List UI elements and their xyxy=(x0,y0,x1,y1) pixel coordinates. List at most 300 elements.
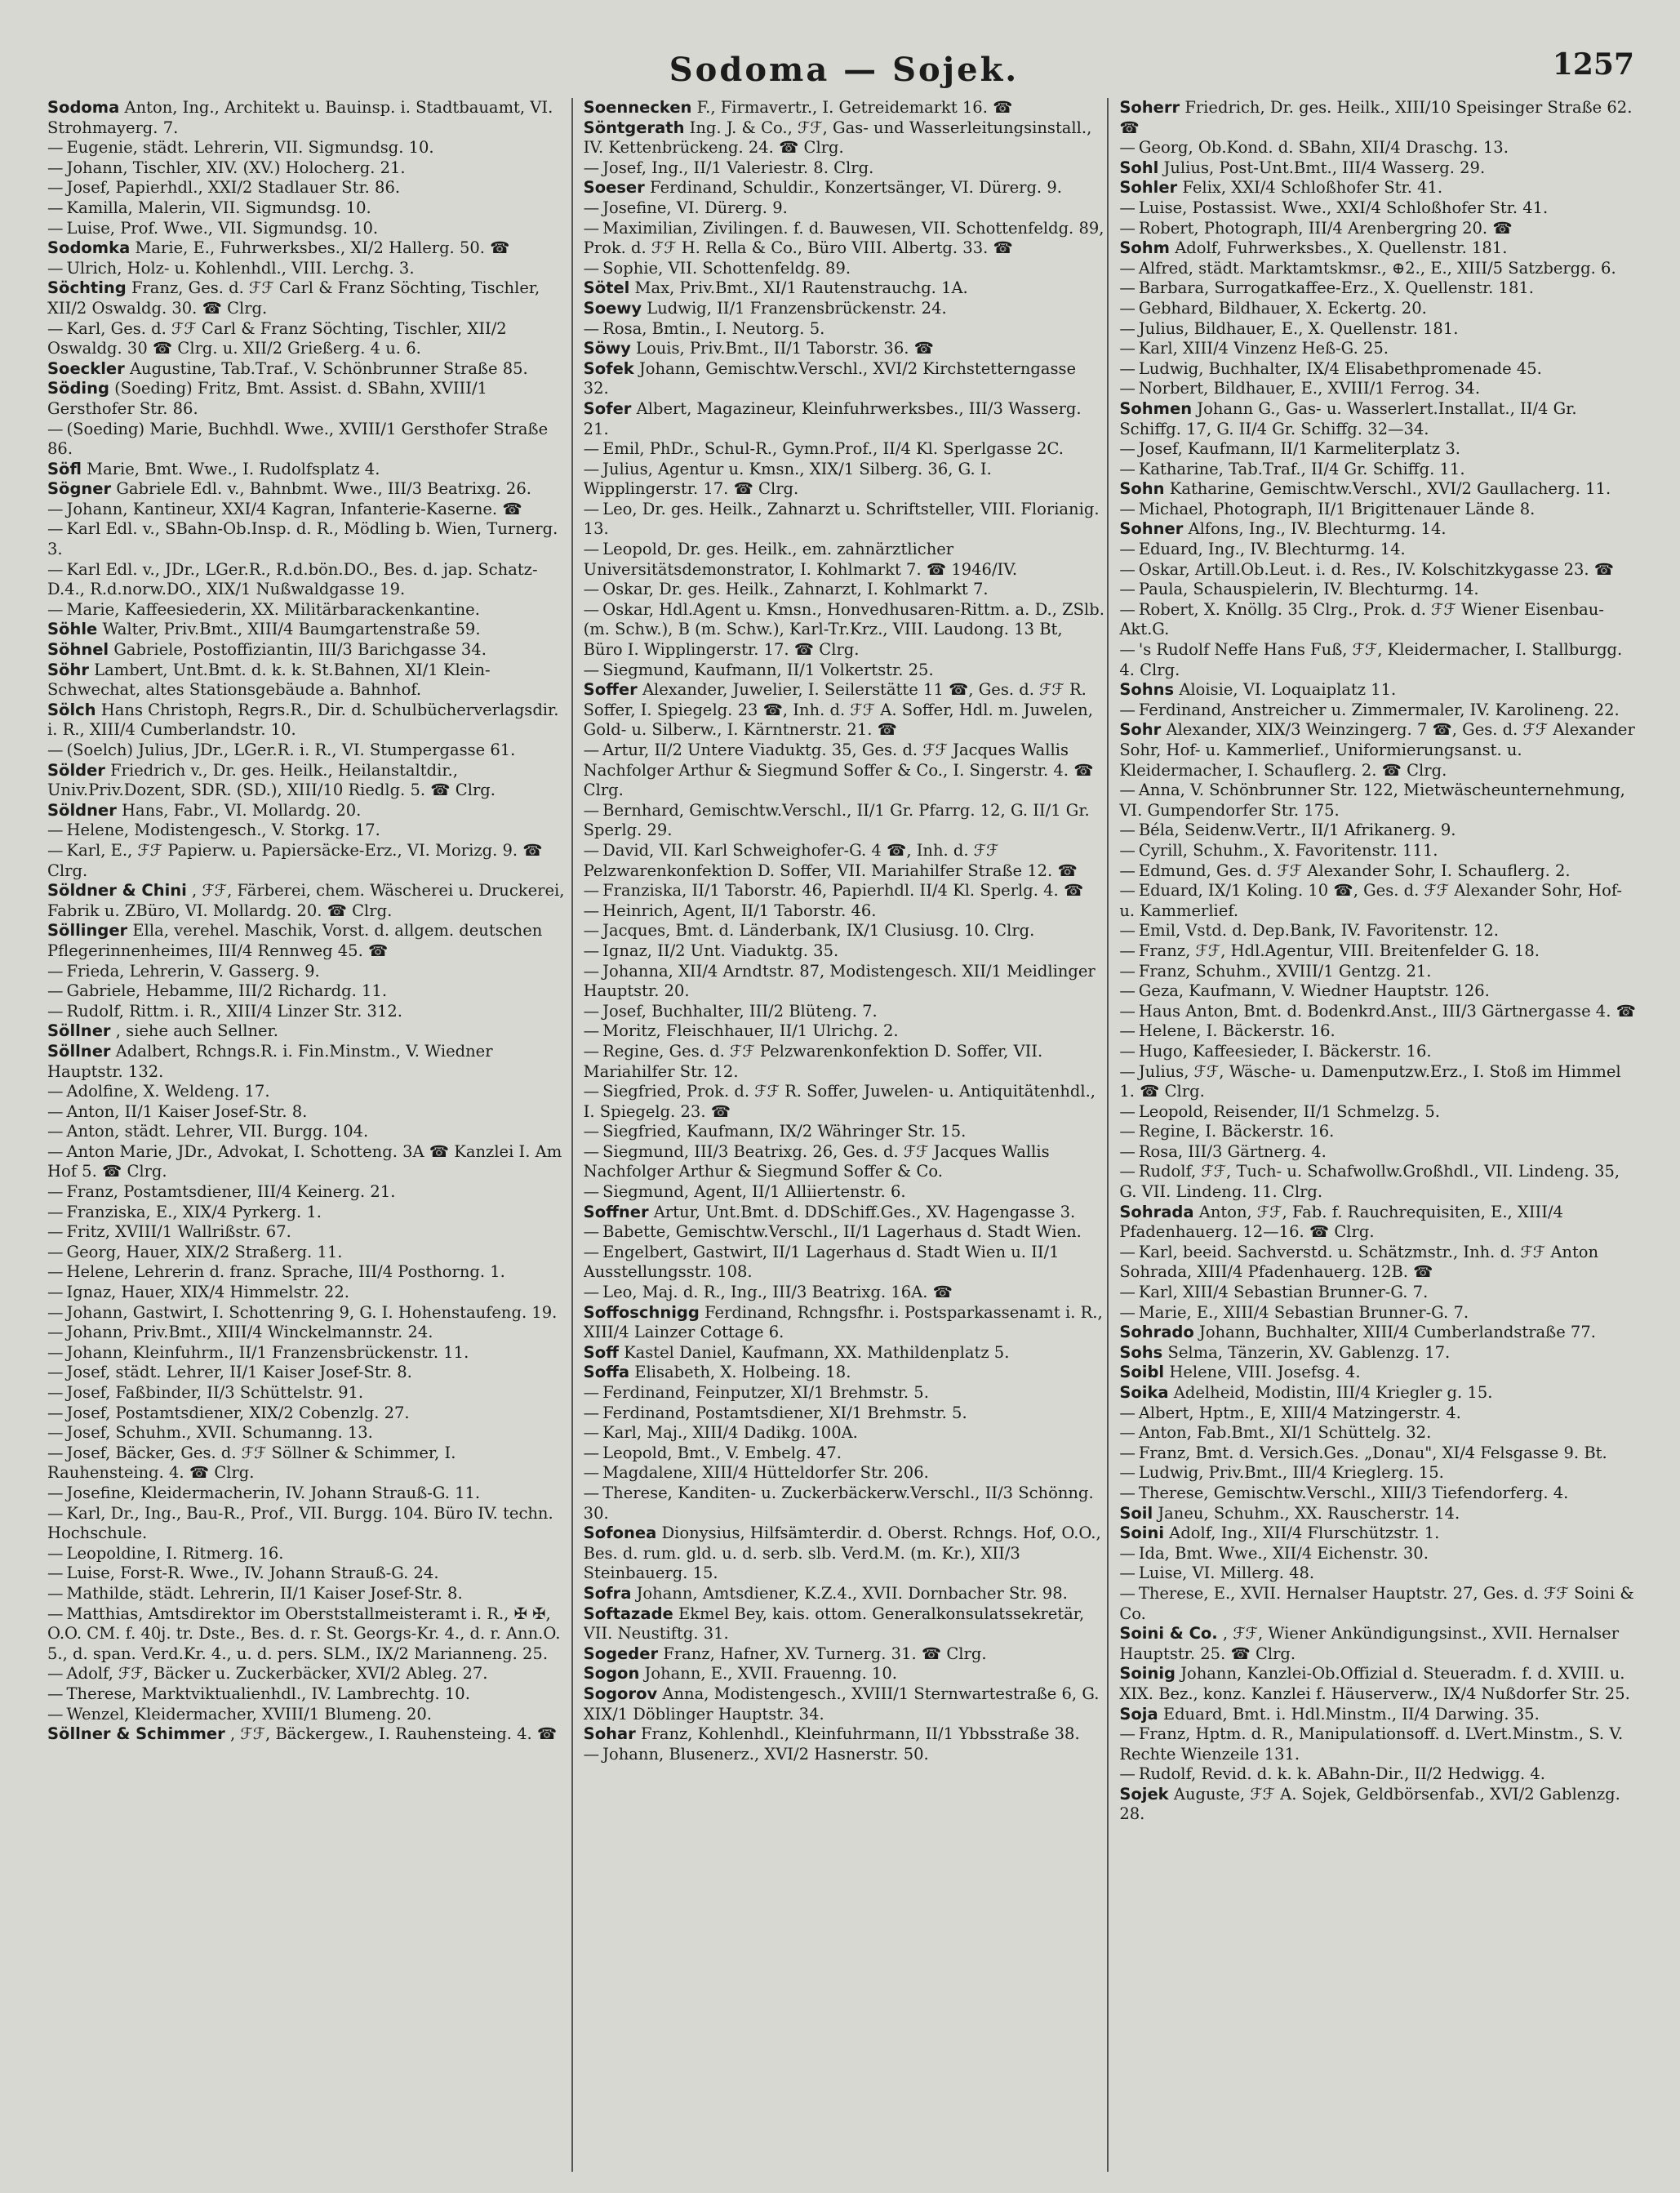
entry-surname: Sölch xyxy=(47,700,96,719)
entry-dash: — xyxy=(583,1082,600,1101)
directory-entry xyxy=(1119,1664,1641,1704)
entry-dash: — xyxy=(1119,298,1136,318)
directory-entry xyxy=(584,359,1105,399)
entry-dash: — xyxy=(47,198,64,217)
entry-surname: Sohrada xyxy=(1119,1202,1194,1221)
entry-dash: — xyxy=(583,540,600,559)
directory-entry xyxy=(1119,841,1641,861)
entry-dash: — xyxy=(1119,218,1136,238)
entry-text: (Soeding) Marie, Buchhdl. Wwe., XVIII/1 Gersthofer Straße 86. xyxy=(47,419,549,459)
directory-entry xyxy=(584,1684,1105,1724)
directory-entry xyxy=(47,560,569,600)
directory-entry xyxy=(584,439,1105,460)
entry-text: Rosa, Bmtin., I. Neutorg. 5. xyxy=(602,318,825,338)
directory-entry xyxy=(1119,941,1641,962)
directory-entry xyxy=(584,1363,1105,1383)
entry-text: Anton, ℱℱ, Fab. f. Rauchrequisiten, E., XIII/4 Pfadenhauerg. 12—16. ☎ Clrg. xyxy=(1119,1202,1563,1242)
entry-surname: Soini & Co. xyxy=(1119,1624,1218,1644)
entry-dash: — xyxy=(47,1202,64,1221)
entry-text: Lambert, Unt.Bmt. d. k. k. St.Bahnen, XI/1 Klein-Schwechat, altes Stationsgebäude a. Bahnhof. xyxy=(47,660,491,700)
entry-dash: — xyxy=(47,218,64,238)
directory-entry xyxy=(47,500,569,520)
entry-text: Franziska, II/1 Taborstr. 46, Papierhdl. II/4 Kl. Sperlg. 4. ☎ xyxy=(602,881,1084,901)
entry-dash: — xyxy=(47,1704,64,1724)
directory-entry xyxy=(584,299,1105,319)
directory-entry xyxy=(47,359,569,380)
directory-entry xyxy=(1119,1062,1641,1102)
entry-dash: — xyxy=(583,921,600,941)
directory-entry xyxy=(1119,1383,1641,1403)
directory-entry xyxy=(1119,1363,1641,1383)
entry-dash: — xyxy=(47,1342,64,1362)
entry-surname: Sohmen xyxy=(1119,398,1193,418)
entry-text: Robert, Photograph, III/4 Arenbergring 20. ☎ xyxy=(1138,218,1513,238)
directory-entry xyxy=(584,1283,1105,1303)
directory-entry xyxy=(1119,1021,1641,1042)
entry-surname: Soil xyxy=(1119,1503,1153,1523)
entry-text: Rosa, III/3 Gärtnerg. 4. xyxy=(1138,1141,1327,1161)
directory-entry xyxy=(47,178,569,198)
directory-entry xyxy=(47,1042,569,1082)
entry-surname: Soini xyxy=(1119,1524,1165,1543)
entry-text: Sophie, VII. Schottenfeldg. 89. xyxy=(602,258,851,278)
entry-dash: — xyxy=(583,1403,600,1422)
entry-surname: Sohl xyxy=(1119,158,1159,177)
directory-entry xyxy=(1119,1785,1641,1825)
directory-entry xyxy=(47,640,569,661)
entry-dash: — xyxy=(47,499,64,518)
entry-text: Anton Marie, JDr., Advokat, I. Schotteng. 3A ☎ Kanzlei I. Am Hof 5. ☎ Clrg. xyxy=(47,1141,562,1181)
directory-entry xyxy=(47,1303,569,1323)
entry-surname: Sojek xyxy=(1119,1784,1169,1804)
entry-dash: — xyxy=(1119,1041,1136,1061)
entry-surname: Söhr xyxy=(47,660,89,679)
entry-text: 's Rudolf Neffe Hans Fuß, ℱℱ, Kleidermacher, I. Stallburgg. 4. Clrg. xyxy=(1119,640,1623,679)
entry-surname: Soherr xyxy=(1119,98,1180,117)
entry-surname: Sofer xyxy=(583,398,632,418)
directory-entry xyxy=(47,801,569,821)
directory-entry xyxy=(584,661,1105,681)
entry-dash: — xyxy=(47,1684,64,1703)
entry-dash: — xyxy=(1119,1122,1136,1141)
entry-text: Alfred, städt. Marktamtskmsr., ⊕2., E., XIII/5 Satzbergg. 6. xyxy=(1138,258,1616,278)
directory-entry xyxy=(47,881,569,921)
entry-text: Johann, Tischler, XIV. (XV.) Holocherg. 21. xyxy=(66,158,406,177)
entry-text: Adalbert, Rchngs.R. i. Fin.Minstm., V. Wiedner Hauptstr. 132. xyxy=(47,1041,493,1081)
entry-text: Marie, E., Fuhrwerksbes., XI/2 Hallerg. 50. ☎ xyxy=(135,238,510,258)
entry-text: Anton, II/1 Kaiser Josef-Str. 8. xyxy=(66,1101,308,1121)
page-number: 1257 xyxy=(1552,47,1634,82)
directory-entry xyxy=(584,801,1105,841)
entry-text: Leopoldine, I. Ritmerg. 16. xyxy=(66,1543,284,1563)
directory-entry xyxy=(1119,1544,1641,1564)
entry-dash: — xyxy=(1119,439,1136,459)
entry-dash: — xyxy=(47,519,64,539)
entry-text: Maximilian, Zivilingen. f. d. Bauwesen, VII. Schottenfeldg. 89, Prok. d. ℱℱ H. Rella & Co., Büro VIII. Albertg. 33. ☎ xyxy=(583,218,1104,258)
entry-dash: — xyxy=(47,138,64,158)
directory-entry xyxy=(1119,1705,1641,1725)
entry-surname: Sofek xyxy=(583,358,634,378)
directory-entry xyxy=(1119,680,1641,701)
entry-text: Karl, beeid. Sachverstd. u. Schätzmstr., Inh. d. ℱℱ Anton Sohrada, XIII/4 Pfadenhauerg. 12B. ☎ xyxy=(1119,1242,1599,1282)
entry-text: Hans, Fabr., VI. Mollardg. 20. xyxy=(122,800,362,820)
entry-dash: — xyxy=(1119,1483,1136,1502)
entry-surname: Sohm xyxy=(1119,238,1170,258)
entry-text: Helene, VIII. Josefsg. 4. xyxy=(1169,1363,1361,1382)
entry-dash: — xyxy=(583,198,600,217)
entry-text: Anton, städt. Lehrer, VII. Burgg. 104. xyxy=(66,1122,369,1141)
entry-text: Julius, ℱℱ, Wäsche- u. Damenputzw.Erz., I. Stoß im Himmel 1. ☎ Clrg. xyxy=(1119,1061,1621,1101)
entry-text: Aloisie, VI. Loquaiplatz 11. xyxy=(1179,680,1397,700)
entry-dash: — xyxy=(47,1363,64,1382)
entry-dash: — xyxy=(583,1423,600,1443)
entry-dash: — xyxy=(583,800,600,820)
entry-dash: — xyxy=(47,1283,64,1302)
entry-text: Ignaz, II/2 Unt. Viaduktg. 35. xyxy=(602,941,839,960)
entry-surname: Sötel xyxy=(583,278,630,298)
directory-entry xyxy=(1119,1524,1641,1544)
entry-text: Mathilde, städt. Lehrerin, II/1 Kaiser Josef-Str. 8. xyxy=(66,1583,463,1603)
directory-entry xyxy=(47,1002,569,1022)
entry-text: Alexander, XIX/3 Weinzingerg. 7 ☎, Ges. d. ℱℱ Alexander Sohr, Hof- u. Kammerlief., Uniformierungsanst. u. Kleidermacher, I. Schauflerg. 2. ☎ Clrg. xyxy=(1119,720,1635,780)
directory-entry xyxy=(47,1343,569,1363)
entry-surname: Söding xyxy=(47,379,109,398)
entry-surname: Sohar xyxy=(583,1724,636,1744)
entry-surname: Söhnel xyxy=(47,640,109,660)
directory-entry xyxy=(584,1343,1105,1363)
entry-text: Selma, Tänzerin, XV. Gablenzg. 17. xyxy=(1167,1342,1451,1362)
directory-entry xyxy=(1119,278,1641,299)
directory-entry xyxy=(47,1102,569,1123)
entry-text: Eduard, IX/1 Koling. 10 ☎, Ges. d. ℱℱ Alexander Sohr, Hof- u. Kammerlief. xyxy=(1119,881,1623,920)
entry-surname: Sodomka xyxy=(47,238,131,258)
directory-entry xyxy=(584,1403,1105,1424)
directory-entry xyxy=(47,1222,569,1243)
entry-text: Ferdinand, Schuldir., Konzertsänger, VI. Dürerg. 9. xyxy=(649,178,1062,198)
directory-entry xyxy=(47,1203,569,1223)
entry-dash: — xyxy=(47,178,64,198)
directory-entry xyxy=(1119,379,1641,399)
directory-entry xyxy=(584,1584,1105,1604)
entry-dash: — xyxy=(47,1262,64,1282)
entry-dash: — xyxy=(47,1664,64,1684)
entry-dash: — xyxy=(583,599,600,619)
directory-entry xyxy=(47,1724,569,1745)
entry-text: Johann, Priv.Bmt., XIII/4 Winckelmannstr. 24. xyxy=(66,1323,433,1342)
entry-text: F., Firmavertr., I. Getreidemarkt 16. ☎ xyxy=(696,98,1013,117)
directory-entry xyxy=(584,319,1105,340)
entry-dash: — xyxy=(583,158,600,177)
directory-entry xyxy=(1119,560,1641,580)
entry-text: Ferdinand, Anstreicher u. Zimmermaler, IV. Karolineng. 22. xyxy=(1138,700,1620,719)
entry-surname: Soeckler xyxy=(47,358,125,378)
entry-dash: — xyxy=(583,1443,600,1462)
directory-entry xyxy=(584,1042,1105,1082)
directory-entry xyxy=(584,881,1105,901)
entry-text: Ulrich, Holz- u. Kohlenhdl., VIII. Lerchg. 3. xyxy=(66,258,415,278)
entry-text: Robert, X. Knöllg. 35 Clrg., Prok. d. ℱℱ Wiener Eisenbau-Akt.G. xyxy=(1119,599,1604,639)
entry-surname: Söhle xyxy=(47,620,98,639)
directory-entry xyxy=(47,1383,569,1403)
directory-entry xyxy=(47,1423,569,1443)
directory-entry xyxy=(47,1544,569,1564)
entry-text: Josef, Schuhm., XVII. Schumanng. 13. xyxy=(66,1423,373,1443)
entry-text: Kamilla, Malerin, VII. Sigmundsg. 10. xyxy=(66,198,371,217)
entry-text: Eduard, Ing., IV. Blechturmg. 14. xyxy=(1138,540,1406,559)
entry-dash: — xyxy=(1119,1543,1136,1563)
entry-text: Karl, Dr., Ing., Bau-R., Prof., VII. Burgg. 104. Büro IV. techn. Hochschule. xyxy=(47,1503,553,1543)
entry-surname: Söllner & Schimmer xyxy=(47,1724,225,1744)
directory-entry xyxy=(47,921,569,961)
entry-dash: — xyxy=(1119,1061,1136,1081)
entry-text: Fritz, XVIII/1 Wallrißstr. 67. xyxy=(66,1222,291,1242)
directory-entry xyxy=(1119,1463,1641,1484)
directory-entry xyxy=(584,540,1105,580)
directory-entry xyxy=(47,1363,569,1383)
page-title: Sodoma — Sojek. xyxy=(669,51,1020,89)
entry-text: David, VII. Karl Schweighofer-G. 4 ☎, Inh. d. ℱℱ Pelzwarenkonfektion D. Soffer, VII. Mariahilfer Straße 12. ☎ xyxy=(583,840,1078,880)
directory-entry xyxy=(1119,1504,1641,1524)
directory-entry xyxy=(1119,1343,1641,1363)
entry-dash: — xyxy=(1119,258,1136,278)
entry-text: Anna, V. Schönbrunner Str. 122, Mietwäscheunternehmung, VI. Gumpendorfer Str. 175. xyxy=(1119,781,1625,820)
directory-entry xyxy=(584,1644,1105,1665)
entry-surname: Soffoschnigg xyxy=(583,1302,700,1322)
entry-text: Helene, Modistengesch., V. Storkg. 17. xyxy=(66,821,380,840)
entry-text: Franz, Schuhm., XVIII/1 Gentzg. 21. xyxy=(1138,961,1432,981)
directory-entry xyxy=(584,1122,1105,1142)
entry-text: Julius, Post-Unt.Bmt., III/4 Wasserg. 29. xyxy=(1163,158,1486,177)
entry-text: Josef, Faßbinder, II/3 Schüttelstr. 91. xyxy=(66,1383,364,1402)
entry-text: Helene, Lehrerin d. franz. Sprache, III/4 Posthorng. 1. xyxy=(66,1262,505,1282)
directory-entry xyxy=(47,1082,569,1102)
entry-dash: — xyxy=(1119,941,1136,960)
directory-entry xyxy=(584,118,1105,158)
directory-entry xyxy=(584,1423,1105,1443)
entry-text: Gabriele Edl. v., Bahnbmt. Wwe., III/3 Beatrixg. 26. xyxy=(116,479,531,499)
entry-text: Franz, Hafner, XV. Turnerg. 31. ☎ Clrg. xyxy=(663,1644,987,1663)
entry-text: Frieda, Lehrerin, V. Gasserg. 9. xyxy=(66,961,320,981)
entry-surname: Sohn xyxy=(1119,479,1165,499)
entry-text: Cyrill, Schuhm., X. Favoritenstr. 111. xyxy=(1138,840,1438,860)
entry-text: Gabriele, Hebamme, III/2 Richardg. 11. xyxy=(66,981,388,1001)
entry-text: Anton, Fab.Bmt., XI/1 Schüttelg. 32. xyxy=(1138,1423,1432,1443)
entry-surname: Sohr xyxy=(1119,720,1162,740)
entry-text: Johann, Kantineur, XXI/4 Kagran, Infanterie-Kaserne. ☎ xyxy=(66,499,522,518)
entry-surname: Sohns xyxy=(1119,680,1175,700)
directory-entry xyxy=(584,1664,1105,1684)
entry-dash: — xyxy=(47,1323,64,1342)
directory-entry xyxy=(47,620,569,640)
entry-dash: — xyxy=(1119,1764,1136,1784)
directory-entry xyxy=(1119,1303,1641,1323)
entry-text: Marie, Bmt. Wwe., I. Rudolfsplatz 4. xyxy=(87,459,380,478)
entry-dash: — xyxy=(1119,1564,1136,1583)
entry-dash: — xyxy=(47,1242,64,1261)
entry-surname: Söllner xyxy=(47,1041,111,1061)
entry-text: Friedrich v., Dr. ges. Heilk., Heilanstaltdir., Univ.Priv.Dozent, SDR. (SD.), XIII/10 Riedlg. 5. ☎ Clrg. xyxy=(47,760,496,800)
entry-dash: — xyxy=(1119,1583,1136,1603)
entry-text: Johann, Gemischtw.Verschl., XVI/2 Kirchstetterngasse 32. xyxy=(583,358,1077,398)
directory-entry xyxy=(1119,1624,1641,1664)
entry-dash: — xyxy=(47,821,64,840)
entry-surname: Söllner xyxy=(47,1021,111,1041)
entry-dash: — xyxy=(47,1543,64,1563)
directory-entry xyxy=(584,1484,1105,1524)
entry-surname: Soewy xyxy=(583,298,642,318)
entry-text: Ignaz, Hauer, XIX/4 Himmelstr. 22. xyxy=(66,1283,349,1302)
entry-dash: — xyxy=(583,961,600,981)
entry-surname: Sogorov xyxy=(583,1684,658,1703)
entry-dash: — xyxy=(1119,1423,1136,1443)
directory-entry xyxy=(584,158,1105,179)
directory-entry xyxy=(584,600,1105,661)
entry-text: Georg, Ob.Kond. d. SBahn, XII/4 Draschg. 13. xyxy=(1138,138,1509,158)
entry-text: Luise, VI. Millerg. 48. xyxy=(1138,1564,1315,1583)
directory-entry xyxy=(47,138,569,158)
directory-entry xyxy=(47,1443,569,1484)
directory-entry xyxy=(1119,500,1641,520)
directory-entry xyxy=(584,259,1105,279)
directory-entry xyxy=(47,1182,569,1203)
entry-text: Josef, Papierhdl., XXI/2 Stadlauer Str. 86. xyxy=(66,178,401,198)
column-3 xyxy=(1119,98,1641,2172)
directory-entry xyxy=(1119,479,1641,500)
entry-text: Franz, ℱℱ, Hdl.Agentur, VIII. Breitenfelder G. 18. xyxy=(1138,941,1540,960)
entry-text: Barbara, Surrogatkaffee-Erz., X. Quellenstr. 181. xyxy=(1138,278,1534,298)
entry-dash: — xyxy=(1119,881,1136,901)
directory-entry xyxy=(1119,1764,1641,1785)
entry-dash: — xyxy=(1119,499,1136,518)
directory-entry xyxy=(584,198,1105,219)
entry-dash: — xyxy=(47,981,64,1001)
entry-surname: Sofonea xyxy=(583,1524,657,1543)
entry-surname: Soinig xyxy=(1119,1664,1176,1684)
entry-dash: — xyxy=(47,599,64,619)
directory-entry xyxy=(1119,439,1641,460)
directory-entry xyxy=(47,600,569,621)
entry-surname: Soika xyxy=(1119,1383,1169,1402)
directory-entry xyxy=(1119,158,1641,179)
entry-surname: Sofra xyxy=(583,1583,632,1603)
entry-surname: Soffa xyxy=(583,1363,630,1382)
directory-entry xyxy=(584,1203,1105,1223)
directory-entry xyxy=(1119,1323,1641,1343)
directory-entry xyxy=(47,278,569,318)
directory-entry xyxy=(584,1463,1105,1484)
entry-text: Augustine, Tab.Traf., V. Schönbrunner Straße 85. xyxy=(129,358,528,378)
directory-entry xyxy=(47,1283,569,1303)
entry-text: (Soelch) Julius, JDr., LGer.R. i. R., VI. Stumpergasse 61. xyxy=(66,741,516,759)
entry-text: Oskar, Dr. ges. Heilk., Zahnarzt, I. Kohlmarkt 7. xyxy=(602,580,989,599)
directory-entry xyxy=(1119,198,1641,219)
entry-dash: — xyxy=(47,961,64,981)
entry-dash: — xyxy=(1119,1403,1136,1422)
entry-text: Oskar, Artill.Ob.Leut. i. d. Res., IV. Kolschitzkygasse 23. ☎ xyxy=(1138,559,1615,579)
entry-dash: — xyxy=(1119,1162,1136,1181)
entry-text: Eduard, Bmt. i. Hdl.Minstm., II/4 Darwing. 35. xyxy=(1162,1704,1540,1724)
entry-surname: Soffner xyxy=(583,1202,649,1221)
entry-text: Leo, Dr. ges. Heilk., Zahnarzt u. Schriftsteller, VIII. Florianig. 13. xyxy=(583,499,1100,539)
entry-dash: — xyxy=(47,318,64,338)
directory-entry xyxy=(1119,98,1641,138)
directory-entry xyxy=(47,1323,569,1343)
entry-dash: — xyxy=(47,1302,64,1322)
entry-text: Marie, Kaffeesiederin, XX. Militärbarackenkantine. xyxy=(66,599,480,619)
entry-text: Auguste, ℱℱ A. Sojek, Geldbörsenfab., XVI/2 Gablenzg. 28. xyxy=(1119,1784,1620,1824)
entry-dash: — xyxy=(1119,1141,1136,1161)
entry-dash: — xyxy=(47,258,64,278)
entry-text: Karl, Ges. d. ℱℱ Carl & Franz Söchting, Tischler, XII/2 Oswaldg. 30 ☎ Clrg. u. XII/2 Grießerg. 4 u. 6. xyxy=(47,318,507,358)
entry-dash: — xyxy=(583,580,600,599)
directory-entry xyxy=(1119,861,1641,882)
entry-dash: — xyxy=(1119,1463,1136,1483)
entry-text: Adelheid, Modistin, III/4 Kriegler g. 15. xyxy=(1173,1383,1493,1402)
entry-dash: — xyxy=(47,1383,64,1402)
entry-dash: — xyxy=(1119,1101,1136,1121)
directory-entry xyxy=(584,1303,1105,1343)
entry-dash: — xyxy=(47,1182,64,1202)
directory-entry xyxy=(584,1443,1105,1464)
directory-entry xyxy=(584,339,1105,359)
directory-entry xyxy=(1119,600,1641,640)
entry-text: Karl Edl. v., JDr., LGer.R., R.d.bön.DO., Bes. d. jap. Schatz-D.4., R.d.norw.DO., XIX/1 Nußwaldgasse 19. xyxy=(47,559,538,599)
directory-entry xyxy=(47,981,569,1002)
directory-entry xyxy=(1119,1403,1641,1424)
entry-text: Hugo, Kaffeesieder, I. Bäckerstr. 16. xyxy=(1138,1041,1432,1061)
entry-text: Haus Anton, Bmt. d. Bodenkrd.Anst., III/3 Gärtnergasse 4. ☎ xyxy=(1138,1001,1636,1021)
entry-dash: — xyxy=(47,1483,64,1502)
directory-entry xyxy=(47,519,569,559)
directory-entry xyxy=(47,1684,569,1705)
directory-entry xyxy=(1119,580,1641,600)
entry-text: Friedrich, Dr. ges. Heilk., XIII/10 Speisinger Straße 62. ☎ xyxy=(1119,98,1633,137)
entry-text: Babette, Gemischtw.Verschl., II/1 Lagerhaus d. Stadt Wien. xyxy=(602,1222,1082,1242)
directory-entry xyxy=(1119,962,1641,982)
entry-surname: Sohs xyxy=(1119,1342,1163,1362)
entry-surname: Soennecken xyxy=(583,98,692,117)
directory-entry xyxy=(1119,1162,1641,1202)
directory-entry xyxy=(47,238,569,259)
directory-entry xyxy=(1119,138,1641,158)
entry-text: Josefine, VI. Dürerg. 9. xyxy=(602,198,788,217)
entry-text: Ferdinand, Feinputzer, XI/1 Brehmstr. 5. xyxy=(602,1383,929,1402)
directory-entry xyxy=(47,701,569,741)
entry-dash: — xyxy=(583,1021,600,1041)
entry-dash: — xyxy=(1119,1242,1136,1261)
entry-dash: — xyxy=(47,1604,64,1623)
entry-text: Magdalene, XIII/4 Hütteldorfer Str. 206. xyxy=(602,1463,929,1483)
directory-entry xyxy=(47,1504,569,1544)
entry-dash: — xyxy=(1119,580,1136,599)
entry-dash: — xyxy=(1119,358,1136,378)
entry-dash: — xyxy=(1119,1443,1136,1462)
entry-dash: — xyxy=(583,1283,600,1302)
entry-text: Karl, XIII/4 Vinzenz Heß-G. 25. xyxy=(1138,339,1389,358)
entry-dash: — xyxy=(47,1082,64,1101)
entry-text: Heinrich, Agent, II/1 Taborstr. 46. xyxy=(602,901,877,920)
entry-text: , ℱℱ, Wiener Ankündigungsinst., XVII. Hernalser Hauptstr. 25. ☎ Clrg. xyxy=(1119,1624,1620,1663)
entry-text: Rudolf, Rittm. i. R., XIII/4 Linzer Str. 312. xyxy=(66,1001,402,1021)
entry-text: Julius, Agentur u. Kmsn., XIX/1 Silberg. 36, G. I. Wipplingerstr. 17. ☎ Clrg. xyxy=(583,459,992,499)
directory-entry xyxy=(47,821,569,841)
directory-entry xyxy=(47,1142,569,1182)
entry-text: , ℱℱ, Bäckergew., I. Rauhensteing. 4. ☎ xyxy=(229,1724,558,1744)
directory-entry xyxy=(47,98,569,138)
entry-dash: — xyxy=(1119,1021,1136,1041)
entry-text: , ℱℱ, Färberei, chem. Wäscherei u. Druckerei, Fabrik u. ZBüro, VI. Mollardg. 20. ☎ Clrg. xyxy=(47,881,565,920)
entry-text: (Soeding) Fritz, Bmt. Assist. d. SBahn, XVIII/1 Gersthofer Str. 86. xyxy=(47,379,487,418)
